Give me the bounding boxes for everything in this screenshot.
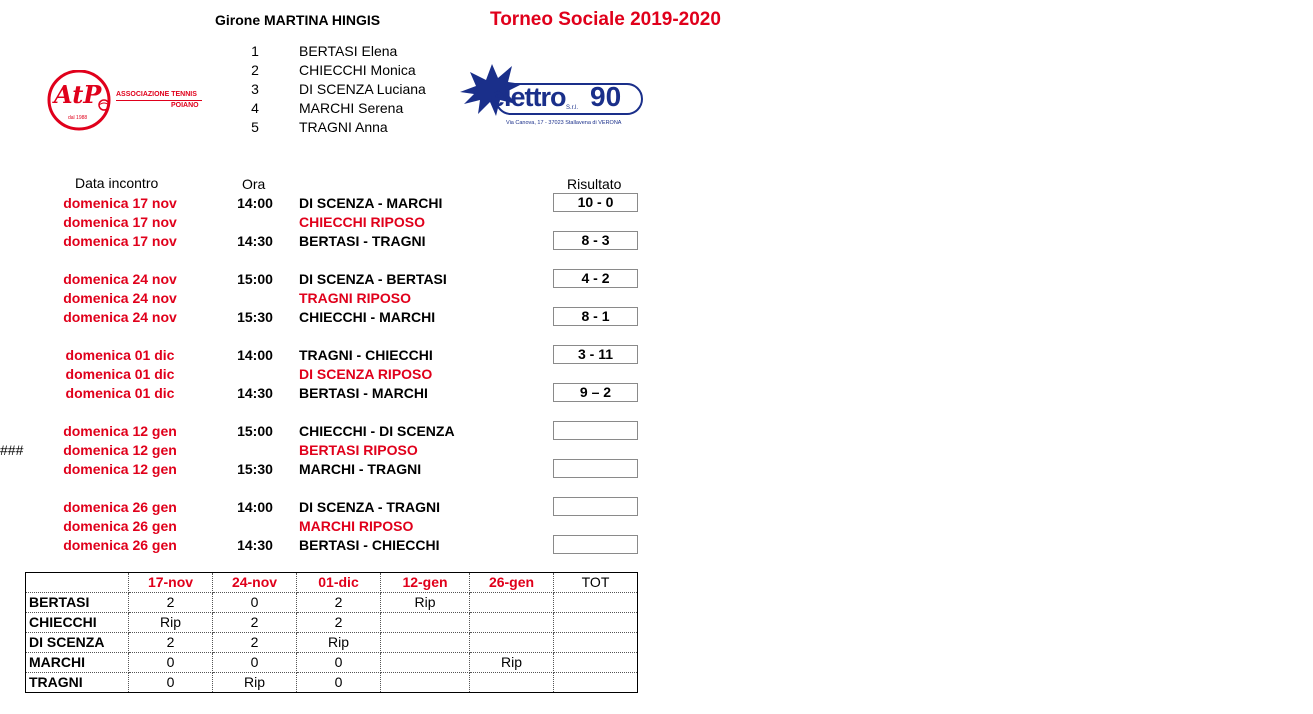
group-title: Girone MARTINA HINGIS [215, 12, 381, 28]
total-cell [554, 593, 638, 613]
match-time: 14:00 [237, 499, 273, 515]
result-box[interactable] [553, 459, 638, 478]
score-cell [381, 633, 470, 653]
score-cell: Rip [470, 653, 554, 673]
sponsor-brand: elettro [490, 82, 566, 112]
match-date: domenica 24 nov [63, 290, 177, 306]
match-pairing: MARCHI - TRAGNI [299, 461, 422, 477]
score-cell: 0 [213, 653, 297, 673]
standings-header-cell: 26-gen [470, 573, 554, 593]
match-date: domenica 26 gen [63, 537, 177, 553]
player-name: TRAGNI Anna [299, 119, 388, 135]
standings-table [25, 572, 638, 693]
result-box[interactable] [553, 421, 638, 440]
rest-notice: MARCHI RIPOSO [299, 518, 414, 534]
standings-header-cell: 24-nov [213, 573, 297, 593]
score-cell: 0 [129, 653, 213, 673]
match-date: domenica 17 nov [63, 233, 177, 249]
match-pairing: DI SCENZA - BERTASI [299, 271, 447, 287]
standings-header-row [26, 573, 638, 593]
result-box[interactable] [553, 535, 638, 554]
match-time: 14:30 [237, 233, 273, 249]
atp-logo [46, 70, 206, 134]
match-time: 15:30 [237, 461, 273, 477]
score-cell: Rip [297, 633, 381, 653]
player-cell: TRAGNI [26, 673, 129, 693]
score-cell [381, 653, 470, 673]
player-number: 4 [251, 100, 259, 116]
overflow-marker: ### [0, 442, 24, 458]
score-cell [470, 673, 554, 693]
player-cell: DI SCENZA [26, 633, 129, 653]
sponsor-suffix: S.r.l. [566, 105, 579, 111]
player-number: 3 [251, 81, 259, 97]
atp-line2: POIANO [171, 102, 199, 109]
match-pairing: BERTASI - MARCHI [299, 385, 428, 401]
match-pairing: BERTASI - CHIECCHI [299, 537, 440, 553]
score-cell: 0 [129, 673, 213, 693]
player-cell: CHIECCHI [26, 613, 129, 633]
total-cell [554, 613, 638, 633]
atp-line1: ASSOCIAZIONE TENNIS [116, 91, 197, 98]
match-pairing: BERTASI - TRAGNI [299, 233, 426, 249]
result-box[interactable]: 8 - 3 [553, 231, 638, 250]
result-column-header: Risultato [567, 176, 622, 192]
match-date: domenica 24 nov [63, 271, 177, 287]
match-date: domenica 17 nov [63, 214, 177, 230]
time-column-header: Ora [242, 176, 266, 192]
standings-row [26, 633, 638, 653]
score-cell [470, 633, 554, 653]
rest-notice: DI SCENZA RIPOSO [299, 366, 433, 382]
result-box[interactable]: 8 - 1 [553, 307, 638, 326]
score-cell: Rip [129, 613, 213, 633]
match-time: 15:00 [237, 423, 273, 439]
result-box[interactable]: 10 - 0 [553, 193, 638, 212]
result-box[interactable]: 3 - 11 [553, 345, 638, 364]
sponsor-logo [456, 62, 646, 130]
match-time: 15:30 [237, 309, 273, 325]
match-date: domenica 01 dic [65, 347, 175, 363]
atp-year: dal 1988 [68, 115, 88, 121]
match-date: domenica 12 gen [63, 423, 177, 439]
score-cell: Rip [381, 593, 470, 613]
tournament-title: Torneo Sociale 2019-2020 [490, 9, 721, 30]
score-cell: 2 [213, 633, 297, 653]
match-time: 15:00 [237, 271, 273, 287]
standings-row [26, 673, 638, 693]
date-column-header: Data incontro [75, 175, 159, 191]
result-box[interactable]: 4 - 2 [553, 269, 638, 288]
match-date: domenica 01 dic [65, 366, 175, 382]
atp-underline [116, 100, 202, 101]
player-name: MARCHI Serena [299, 100, 404, 116]
match-pairing: CHIECCHI - MARCHI [299, 309, 436, 325]
score-cell [470, 613, 554, 633]
score-cell: 2 [213, 613, 297, 633]
match-date: domenica 26 gen [63, 499, 177, 515]
standings-header-cell: 17-nov [129, 573, 213, 593]
total-cell [554, 633, 638, 653]
sponsor-number: 90 [590, 81, 622, 112]
match-date: domenica 26 gen [63, 518, 177, 534]
standings-row [26, 593, 638, 613]
player-number: 5 [251, 119, 259, 135]
match-time: 14:30 [237, 385, 273, 401]
standings-row [26, 653, 638, 673]
player-number: 1 [251, 43, 259, 59]
score-cell [381, 613, 470, 633]
player-name: CHIECCHI Monica [299, 62, 416, 78]
score-cell: 2 [297, 593, 381, 613]
match-time: 14:00 [237, 195, 273, 211]
match-date: domenica 12 gen [63, 461, 177, 477]
score-cell: 0 [213, 593, 297, 613]
total-cell [554, 653, 638, 673]
rest-notice: TRAGNI RIPOSO [299, 290, 412, 306]
standings-header-cell: 12-gen [381, 573, 470, 593]
score-cell [470, 593, 554, 613]
standings-header-cell [26, 573, 129, 593]
match-date: domenica 01 dic [65, 385, 175, 401]
total-cell [554, 673, 638, 693]
score-cell: 2 [129, 593, 213, 613]
match-pairing: DI SCENZA - TRAGNI [299, 499, 441, 515]
player-number: 2 [251, 62, 259, 78]
player-name: DI SCENZA Luciana [299, 81, 426, 97]
rest-notice: CHIECCHI RIPOSO [299, 214, 426, 230]
score-cell: 2 [129, 633, 213, 653]
score-cell [381, 673, 470, 693]
atp-mark: AtP [54, 80, 102, 109]
player-cell: BERTASI [26, 593, 129, 613]
standings-header-cell: 01-dic [297, 573, 381, 593]
rest-notice: BERTASI RIPOSO [299, 442, 418, 458]
result-box[interactable] [553, 497, 638, 516]
match-pairing: TRAGNI - CHIECCHI [299, 347, 433, 363]
match-time: 14:00 [237, 347, 273, 363]
standings-row [26, 613, 638, 633]
match-time: 14:30 [237, 537, 273, 553]
match-pairing: DI SCENZA - MARCHI [299, 195, 443, 211]
sponsor-address: Via Canova, 17 - 37023 Stallavena di VERONA [506, 120, 622, 126]
standings-header-cell: TOT [554, 573, 638, 593]
player-name: BERTASI Elena [299, 43, 398, 59]
match-pairing: CHIECCHI - DI SCENZA [299, 423, 455, 439]
match-date: domenica 24 nov [63, 309, 177, 325]
score-cell: Rip [213, 673, 297, 693]
score-cell: 2 [297, 613, 381, 633]
match-date: domenica 17 nov [63, 195, 177, 211]
match-date: domenica 12 gen [63, 442, 177, 458]
score-cell: 0 [297, 653, 381, 673]
result-box[interactable]: 9 – 2 [553, 383, 638, 402]
player-cell: MARCHI [26, 653, 129, 673]
score-cell: 0 [297, 673, 381, 693]
